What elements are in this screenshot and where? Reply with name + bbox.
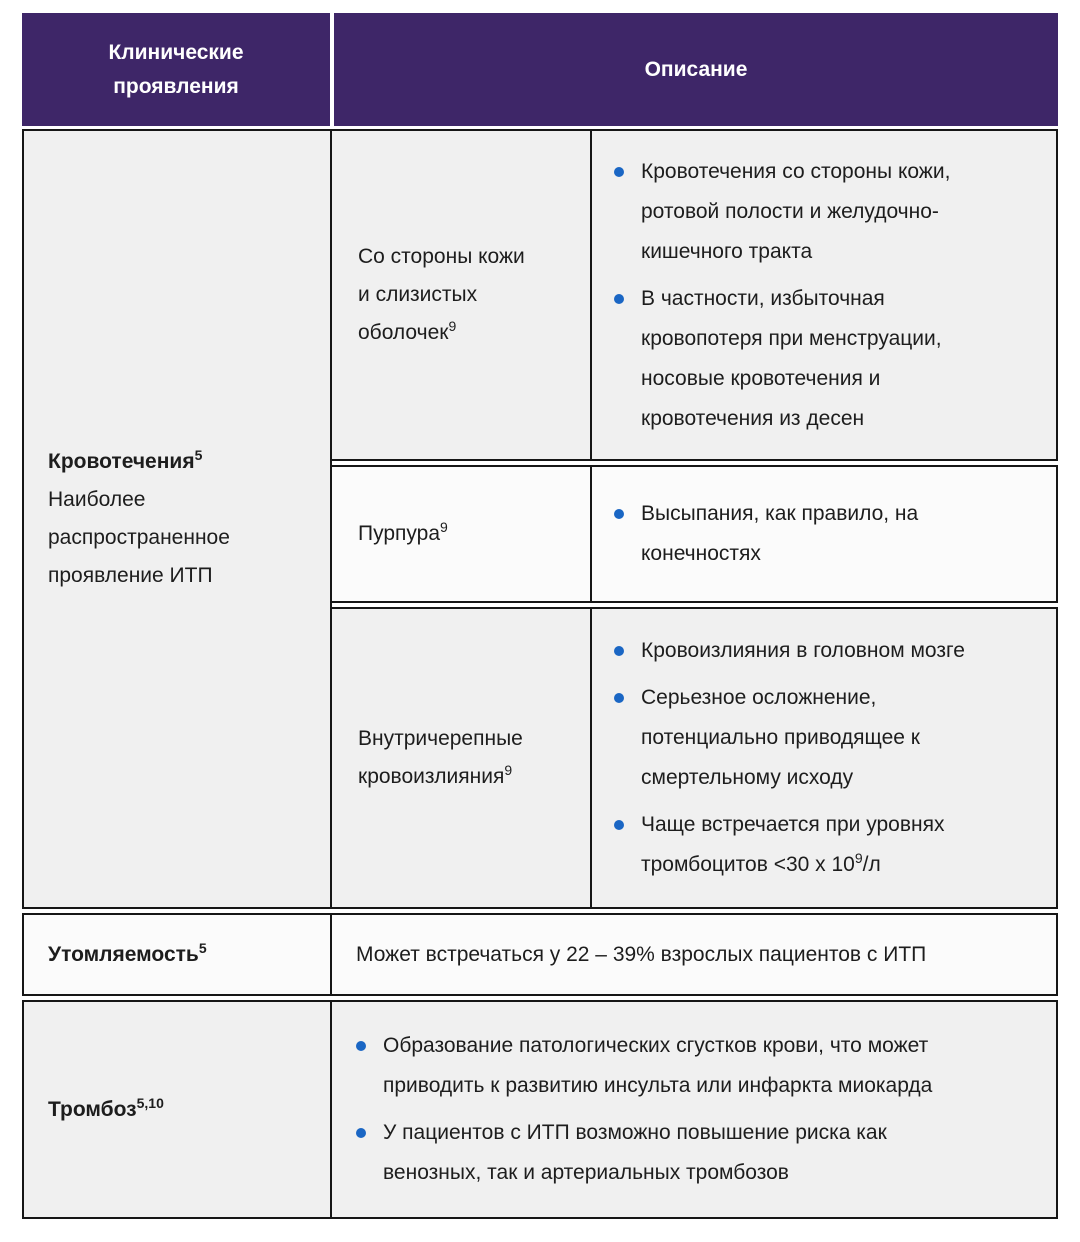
clinical-manifestations-table [22,13,1058,1219]
bullet-text: Кровоизлияния в головном мозге [641,639,965,662]
bullet-item [614,152,990,272]
skin-mucosa-label: Со стороны кожи и слизистых оболочек$^9$ [358,245,525,344]
intracranial-description-cell [590,607,1058,909]
skin-mucosa-subrow [330,129,1058,461]
purpura-bullet-list [614,494,990,574]
bleeding-subrows [330,129,1058,909]
bullet-item [614,678,990,798]
intracranial-label-cell [330,607,592,909]
fatigue-row [22,913,1058,996]
header-cell-clinical [22,13,330,126]
bullet-dot-icon [614,509,624,519]
skin-mucosa-description-cell [590,129,1058,461]
thrombosis-description-cell [330,1000,1058,1219]
fatigue-title: Утомляемость$^5$ [48,939,207,966]
bullet-item [614,805,990,885]
thrombosis-row [22,1000,1058,1219]
fatigue-description-cell [330,913,1058,996]
purpura-subrow [330,465,1058,603]
bleeding-subtitle: Наиболее распространенное проявление ИТП [48,488,230,587]
bullet-item [356,1113,974,1193]
purpura-description-cell [590,465,1058,603]
bullet-dot-icon [356,1041,366,1051]
fatigue-description: Может встречаться у 22 – 39% взрослых пациентов с ИТП [356,942,927,966]
header-cell-description [334,13,1058,126]
bleeding-title: Кровотечения$^5$ [48,447,203,473]
bullet-dot-icon [614,294,624,304]
bullet-text: Серьезное осложнение, потенциально приводящее к смертельному исходу [641,686,920,789]
bullet-dot-icon [614,693,624,703]
fatigue-label-cell [22,913,332,996]
purpura-label: Пурпура$^9$ [358,519,448,545]
bullet-text: Кровотечения со стороны кожи, ротовой полости и желудочно-кишечного тракта [641,159,951,263]
bullet-text: Чаще встречается при уровнях тромбоцитов <30 x $10^9/л$ [641,813,945,876]
bullet-item [614,279,990,439]
thrombosis-title: Тромбоз$^{5,10}$ [48,1094,164,1121]
table-header-row [22,13,1058,126]
bullet-item [356,1026,974,1106]
skin-mucosa-label-cell [330,129,592,461]
intracranial-subrow [330,607,1058,909]
bullet-text: Высыпания, как правило, на конечностях [641,502,919,565]
purpura-label-cell [330,465,592,603]
bullet-dot-icon [614,646,624,656]
skin-mucosa-bullet-list [614,152,990,439]
bullet-item [614,494,990,574]
thrombosis-bullet-list [356,1026,974,1193]
header-clinical-label: Клинические проявления [108,40,244,98]
bleeding-row [22,129,1058,909]
bullet-dot-icon [614,167,624,177]
thrombosis-label-cell [22,1000,332,1219]
bullet-dot-icon [614,820,624,830]
bullet-text: В частности, избыточная кровопотеря при менструации, носовые кровотечения и кровотечения из десен [641,286,942,430]
intracranial-label: Внутричерепные кровоизлияния$^9$ [358,727,523,788]
header-description-label: Описание [644,57,748,81]
bullet-dot-icon [356,1128,366,1138]
intracranial-bullet-list [614,631,990,885]
bullet-text: Образование патологических сгустков крови, что может приводить к развитию инсульта или инфаркта миокарда [383,1034,933,1097]
bullet-text: У пациентов с ИТП возможно повышение риска как венозных, так и артериальных тромбозов [383,1121,887,1184]
bullet-item [614,631,990,671]
bleeding-label-cell [22,129,332,909]
